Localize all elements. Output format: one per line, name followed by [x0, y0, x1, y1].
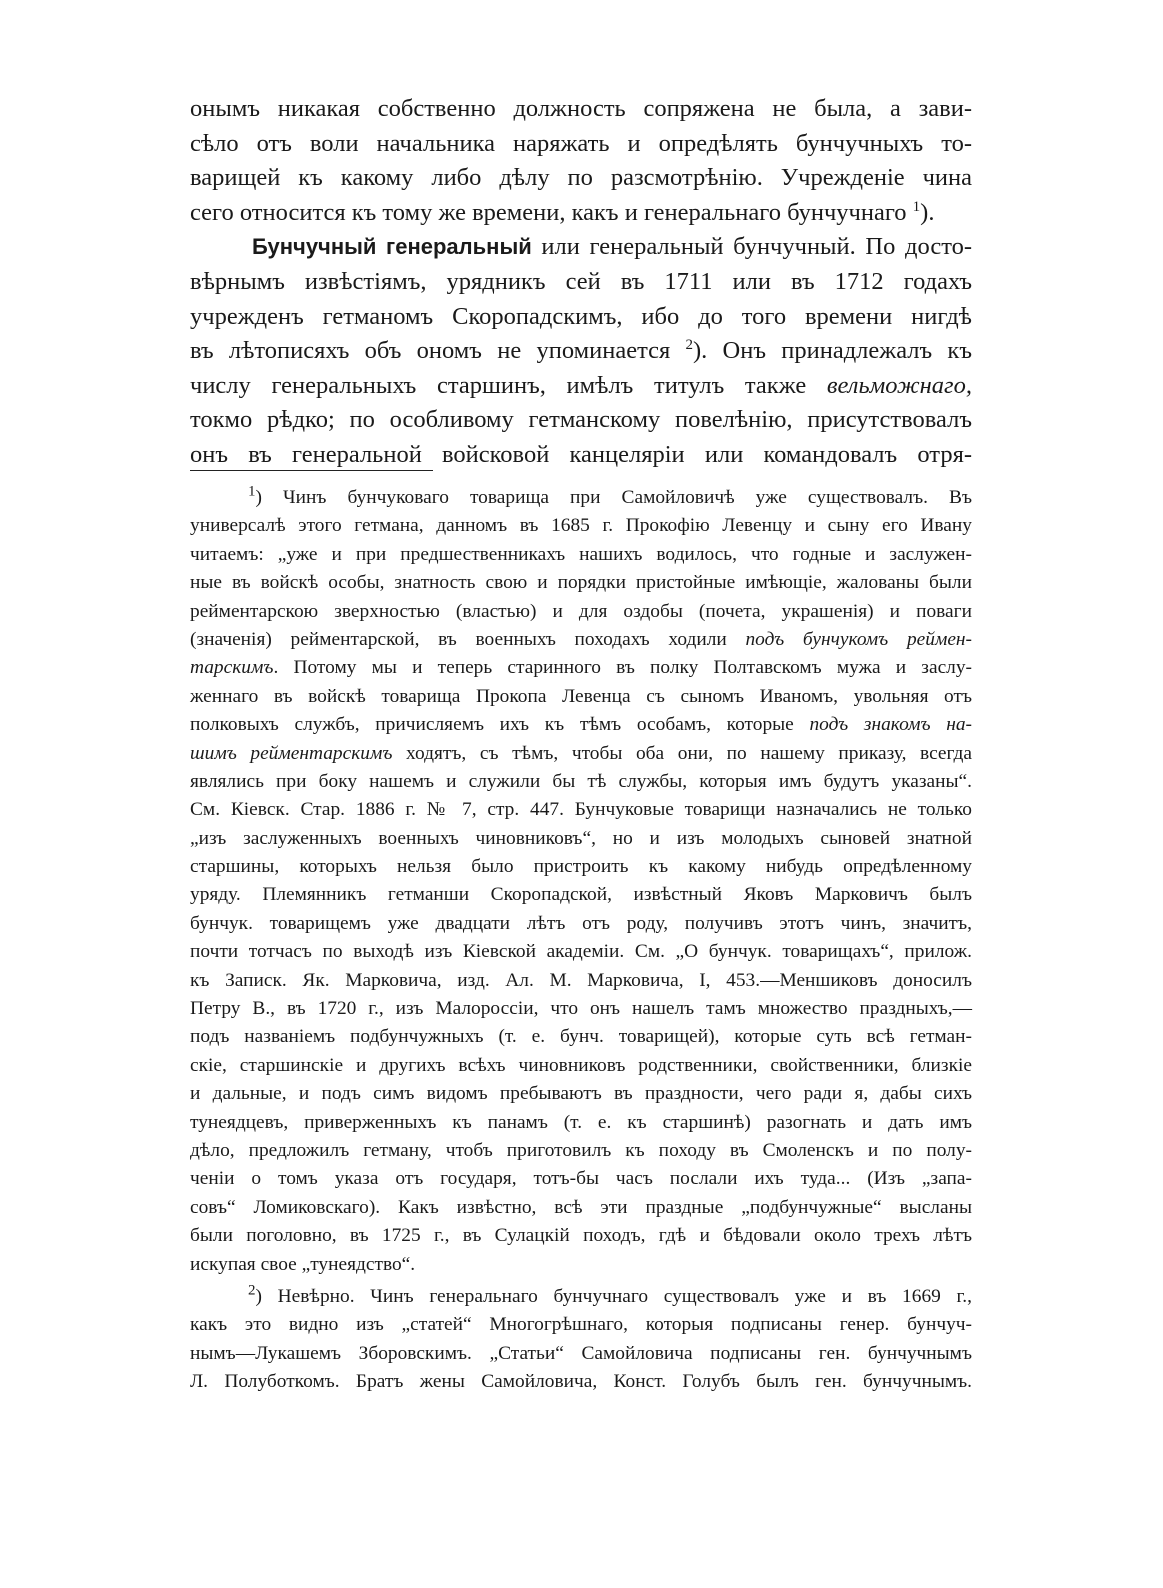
footnote-line: ченіи о томъ указа отъ государя, тотъ-бы часъ послали ихъ туда... (Изъ „запа-	[190, 1168, 972, 1190]
footnote-line: шимъ рейментарскимъ ходятъ, съ тѣмъ, чтобы оба они, по нашему приказу, всегда	[190, 742, 972, 764]
footnote-ref: 2	[685, 337, 693, 353]
footnotes	[190, 484, 972, 1397]
text-line: токмо рѣдко; по особливому гетманскому повелѣнію, присутствовалъ	[190, 406, 972, 434]
footnote-ref: 1	[912, 198, 921, 215]
footnote-line: Петру В., въ 1720 г., изъ Малороссіи, что онъ нашелъ тамъ множество праздныхъ,—	[190, 998, 972, 1020]
footnote-line: совъ“ Ломиковскаго). Какъ извѣстно, всѣ эти праздные „подбунчужные“ высланы	[190, 1196, 972, 1218]
footnote-divider	[190, 470, 433, 471]
footnote-line: какъ это видно изъ „статей“ Многогрѣшнаго, которыя подписаны генер. бунчуч-	[190, 1314, 972, 1336]
footnote-line: тарскимъ. Потому мы и теперь старинного въ полку Полтавскомъ мужа и заслу-	[190, 657, 972, 679]
footnote-line: и дальные, и подъ симъ видомъ пребываютъ въ праздности, чего ради я, дабы сихъ	[190, 1083, 972, 1105]
footnote-line: являлись при боку нашемъ и служили бы тѣ службы, которыя имъ будутъ указаны“.	[190, 770, 972, 792]
text-line: числу генеральныхъ старшинъ, имѣлъ титулъ также вельможнаго,	[190, 371, 972, 399]
text-line: онъ въ генеральной войсковой канцеляріи или командовалъ отря-	[190, 440, 972, 468]
text-line: варищей къ какому либо дѣлу по разсмотрѣнію. Учрежденіе чина	[190, 164, 972, 192]
footnote-line: бунчук. товарищемъ уже двадцати лѣтъ отъ роду, получивъ этотъ чинъ, значитъ,	[190, 912, 972, 934]
footnote-line: рейментарскою зверхностью (властью) и для оздобы (почета, украшенія) и поваги	[190, 600, 972, 622]
footnote-line: подъ названіемъ подбунчужныхъ (т. е. бунч. товарищей), которые суть всѣ гетман-	[190, 1026, 972, 1048]
footnote-line: читаемъ: „уже и при предшественникахъ нашихъ водилось, что годные и заслужен-	[190, 543, 972, 565]
footnote-line: $^1$) Чинъ бунчуковаго товарища при Самойловичѣ уже существовалъ. Въ	[248, 483, 972, 508]
footnote-line: универсалѣ этого гетмана, данномъ въ 1685 г. Прокофію Левенцу и сыну его Ивану	[190, 515, 972, 537]
text-line: учрежденъ гетманомъ Скоропадскимъ, ибо до того времени нигдѣ	[190, 302, 972, 330]
footnote-line: скіе, старшинскіе и другихъ всѣхъ чиновниковъ родственники, свойственники, близкіе	[190, 1054, 972, 1076]
footnote-line: почти тотчасъ по выходѣ изъ Кіевской академіи. См. „О бунчук. товарищахъ“, прилож.	[190, 941, 972, 963]
footnote-line: женнаго въ войскѣ товарища Прокопа Левенца съ сыномъ Иваномъ, увольняя отъ	[190, 685, 972, 707]
main-text	[190, 92, 972, 473]
text-line: сего относится къ тому же времени, какъ и генеральнаго бунчучнаго $^1$).	[190, 198, 935, 226]
footnote-line: были поголовно, въ 1725 г., въ Сулацкій походъ, гдѣ и бѣдовали около трехъ лѣтъ	[190, 1225, 972, 1247]
footnote-line: Л. Полуботкомъ. Братъ жены Самойловича, Конст. Голубъ былъ ген. бунчучнымъ.	[190, 1371, 972, 1393]
footnote-line: ные въ войскѣ особы, знатность свою и порядки пристойные имѣющіе, жалованы были	[190, 572, 972, 594]
footnote-mark: 2	[248, 1282, 256, 1299]
footnote-line: уряду. Племянникъ гетманши Скоропадской, извѣстный Яковъ Марковичъ былъ	[190, 884, 972, 906]
footnote-line: нымъ—Лукашемъ Зборовскимъ. „Статьи“ Самойловича подписаны ген. бунчучнымъ	[190, 1342, 972, 1364]
text-line: онымъ никакая собственно должность сопряжена не была, а зави-	[190, 95, 972, 122]
footnote-line: искупая свое „тунеядство“.	[190, 1253, 416, 1275]
footnote-line: См. Кіевск. Стар. 1886 г. № 7, стр. 447. Бунчуковые товарищи назначались не только	[190, 799, 972, 821]
footnote-line: старшины, которыхъ нельзя было пристроить къ какому нибудь опредѣленному	[190, 856, 972, 878]
footnote-line: $^2$) Невѣрно. Чинъ генеральнаго бунчучнаго существовалъ уже и въ 1669 г.,	[248, 1282, 972, 1307]
section-heading: Бунчучный генеральный	[252, 234, 532, 260]
text-line: сѣло отъ воли начальника наряжать и опредѣлять бунчучныхъ то-	[190, 129, 972, 157]
footnote-line: (значенія) рейментарской, въ военныхъ походахъ ходили подъ бунчукомъ реймен-	[190, 628, 972, 650]
footnote-mark: 1	[248, 483, 256, 500]
text-line: Бунчучный генеральный или генеральный бунчучный. По досто-	[252, 233, 972, 261]
footnote-line: дѣло, предложилъ гетману, чтобъ приготовилъ къ походу въ Смоленскъ и по полу-	[190, 1139, 972, 1161]
text-line: вѣрнымъ извѣстіямъ, урядникъ сей въ 1711 или въ 1712 годахъ	[190, 267, 972, 295]
text-line: въ лѣтописяхъ объ ономъ не упоминается $^2$). Онъ принадлежалъ къ	[190, 337, 972, 365]
footnote-line: „изъ заслуженныхъ военныхъ чиновниковъ“, но и изъ молодыхъ сыновей знатной	[190, 827, 972, 849]
footnote-line: къ Записк. Як. Марковича, изд. Ал. М. Марковича, I, 453.—Меншиковъ доносилъ	[190, 969, 972, 991]
footnote-line: тунеядцевъ, приверженныхъ къ панамъ (т. е. къ старшинѣ) разогнать и дать имъ	[190, 1111, 972, 1133]
footnote-line: полковыхъ службъ, причисляемъ ихъ къ тѣмъ особамъ, которые подъ знакомъ на-	[190, 714, 973, 736]
